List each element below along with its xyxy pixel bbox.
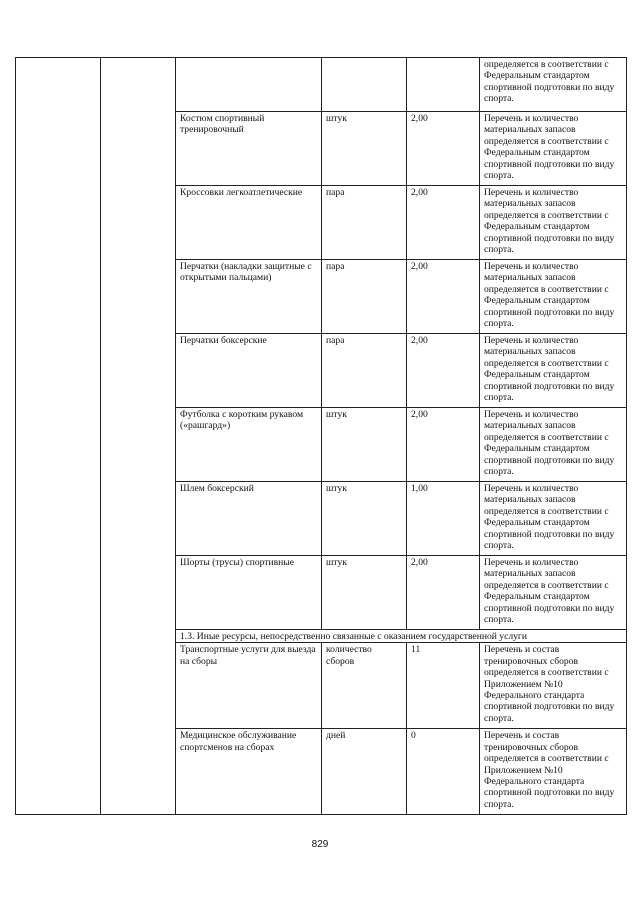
quantity-cell: 1,00: [407, 482, 480, 556]
resource-name-cell: Футболка с коротким рукавом («рашгард»): [176, 408, 322, 482]
resource-name-cell: Шорты (трусы) спортивные: [176, 556, 322, 630]
unit-cell: пара: [322, 186, 407, 260]
unit-cell: штук: [322, 408, 407, 482]
resource-table: [15, 57, 627, 815]
unit-cell: штук: [322, 556, 407, 630]
unit-cell: пара: [322, 260, 407, 334]
note-cell: Перечень и количество материальных запасов определяется в соответствии с Федеральным стандартом спортивной подготовки по виду спорта.: [480, 334, 627, 408]
unit-cell: пара: [322, 334, 407, 408]
quantity-cell: 2,00: [407, 260, 480, 334]
resource-table-body: [16, 58, 627, 815]
resource-name-cell: Перчатки боксерские: [176, 334, 322, 408]
quantity-cell: 2,00: [407, 186, 480, 260]
quantity-cell: 2,00: [407, 112, 480, 186]
quantity-cell: 0: [407, 729, 480, 815]
resource-name-cell: Шлем боксерский: [176, 482, 322, 556]
quantity-cell: 2,00: [407, 408, 480, 482]
quantity-cell: [407, 58, 480, 112]
quantity-cell: 2,00: [407, 334, 480, 408]
unit-cell: [322, 58, 407, 112]
unit-cell: штук: [322, 112, 407, 186]
note-cell: Перечень и количество материальных запасов определяется в соответствии с Федеральным стандартом спортивной подготовки по виду спорта.: [480, 186, 627, 260]
note-cell: Перечень и количество материальных запасов определяется в соответствии с Федеральным стандартом спортивной подготовки по виду спорта.: [480, 260, 627, 334]
note-cell: Перечень и количество материальных запасов определяется в соответствии с Федеральным стандартом спортивной подготовки по виду спорта.: [480, 482, 627, 556]
note-cell: Перечень и состав тренировочных сборов определяется в соответствии с Приложением №10 Федерального стандарта спортивной подготовки по виду спорта.: [480, 729, 627, 815]
note-cell: Перечень и количество материальных запасов определяется в соответствии с Федеральным стандартом спортивной подготовки по виду спорта.: [480, 408, 627, 482]
resource-name-cell: Кроссовки легкоатлетические: [176, 186, 322, 260]
resource-name-cell: Транспортные услуги для выезда на сборы: [176, 643, 322, 729]
note-cell: Перечень и количество материальных запасов определяется в соответствии с Федеральным стандартом спортивной подготовки по виду спорта.: [480, 556, 627, 630]
table-row: [16, 58, 627, 112]
unit-cell: штук: [322, 482, 407, 556]
note-cell: определяется в соответствии с Федеральным стандартом спортивной подготовки по виду спорта.: [480, 58, 627, 112]
resource-name-cell: Медицинское обслуживание спортсменов на сборах: [176, 729, 322, 815]
note-cell: Перечень и состав тренировочных сборов определяется в соответствии с Приложением №10 Федерального стандарта спортивной подготовки по виду спорта.: [480, 643, 627, 729]
page-number: 829: [311, 839, 329, 850]
unit-cell: дней: [322, 729, 407, 815]
code-cell: [101, 58, 176, 815]
unit-cell: количество сборов: [322, 643, 407, 729]
note-cell: Перечень и количество материальных запасов определяется в соответствии с Федеральным стандартом спортивной подготовки по виду спорта.: [480, 112, 627, 186]
quantity-cell: 11: [407, 643, 480, 729]
section-heading: 1.3. Иные ресурсы, непосредственно связанные с оказанием государственной услуги: [176, 630, 627, 643]
quantity-cell: 2,00: [407, 556, 480, 630]
resource-name-cell: Перчатки (накладки защитные с открытыми пальцами): [176, 260, 322, 334]
resource-name-cell: [176, 58, 322, 112]
resource-name-cell: Костюм спортивный тренировочный: [176, 112, 322, 186]
category-cell: [16, 58, 101, 815]
